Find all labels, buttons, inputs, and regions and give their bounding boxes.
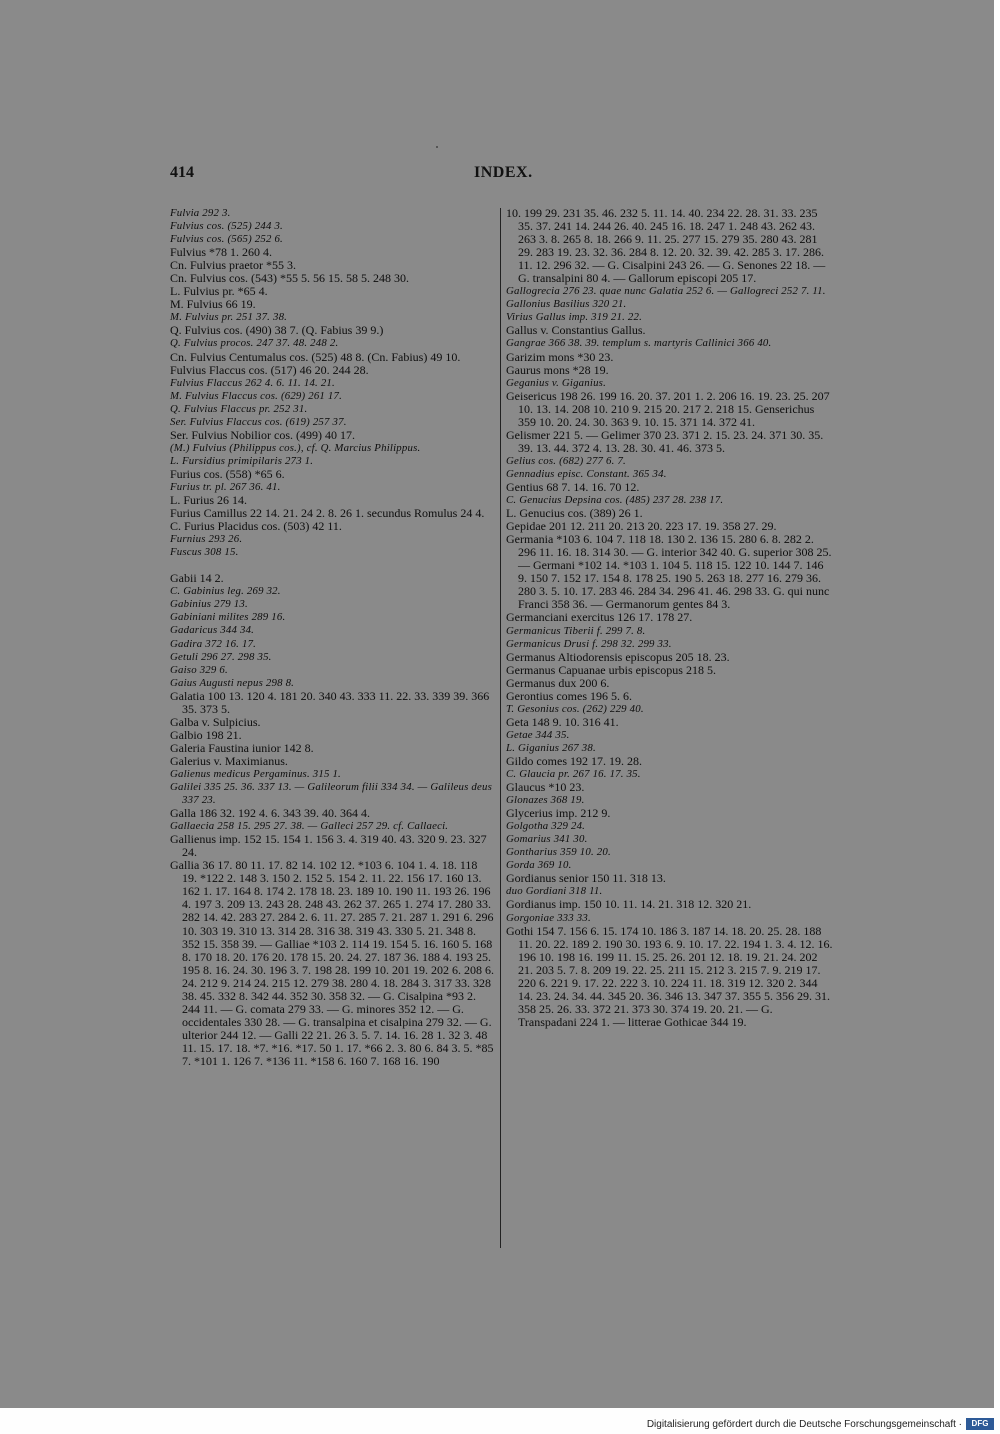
index-entry: (M.) Fulvius (Philippus cos.), cf. Q. Marcius Philippus. <box>170 441 421 454</box>
index-entry: Gentius 68 7. 14. 16. 70 12. <box>506 479 640 494</box>
index-entry: L. Fulvius pr. *65 4. <box>170 284 268 299</box>
index-entry: C. Gabinius leg. 269 32. <box>170 585 281 598</box>
index-entry: M. Fulvius Flaccus cos. (629) 261 17. <box>170 389 343 402</box>
index-entry: Gaurus mons *28 19. <box>506 362 609 377</box>
index-entry: L. Giganius 267 38. <box>506 741 596 754</box>
index-entry: Germanicus Tiberii f. 299 7. 8. <box>506 624 646 637</box>
index-entry: Geta 148 9. 10. 316 41. <box>506 714 619 729</box>
index-entry: Gabii 14 2. <box>170 571 224 586</box>
index-entry: Gallogrecia 276 23. quae nunc Galatia 252 6. — Gallogreci 252 7. 11. <box>506 285 826 298</box>
index-entry: Gontharius 359 10. 20. <box>506 846 611 859</box>
index-entry: Virius Gallus imp. 319 21. 22. <box>506 311 642 324</box>
index-entry: Gorgoniae 333 33. <box>506 911 591 924</box>
footer-bar <box>0 1408 1000 1434</box>
index-entry: M. Fulvius 66 19. <box>170 297 256 312</box>
index-entry: Golgotha 329 24. <box>506 820 586 833</box>
index-entry: Furnius 293 26. <box>170 533 243 546</box>
index-entry: Gabinius 279 13. <box>170 598 248 611</box>
index-entry: Galatia 100 13. 120 4. 181 20. 340 43. 333 11. 22. 33. 339 39. 366 35. 373 5. <box>170 688 490 716</box>
index-entry: Fulvius cos. (525) 244 3. <box>170 220 283 233</box>
index-entry: Ser. Fulvius Nobilior cos. (499) 40 17. <box>170 427 355 442</box>
index-entry: duo Gordiani 318 11. <box>506 885 603 898</box>
index-entry: T. Gesonius cos. (262) 229 40. <box>506 702 644 715</box>
index-entry: Gomarius 341 30. <box>506 833 588 846</box>
index-entry: C. Furius Placidus cos. (503) 42 11. <box>170 519 342 534</box>
index-entry: Fulvia 292 3. <box>170 207 231 219</box>
index-entry: Gelismer 221 5. — Gelimer 370 23. 371 2. 15. 23. 24. 371 30. 35. 39. 13. 44. 372 4. 13. 28. 30. 41. 46. 373 5. <box>506 427 824 455</box>
index-entry: Gordianus senior 150 11. 318 13. <box>506 871 666 886</box>
index-entry: Germanciani exercitus 126 17. 178 27. <box>506 610 693 625</box>
index-entry: Galba v. Sulpicius. <box>170 714 261 729</box>
index-entry: Cn. Fulvius Centumalus cos. (525) 48 8. (Cn. Fabius) 49 10. <box>170 349 461 364</box>
index-entry: Furius cos. (558) *65 6. <box>170 466 285 481</box>
index-entry: Q. Fulvius cos. (490) 38 7. (Q. Fabius 39 9.) <box>170 323 384 338</box>
dfg-logo: DFG <box>966 1418 994 1430</box>
index-entry: Gaiso 329 6. <box>170 663 228 676</box>
index-entry: Gallaecia 258 15. 295 27. 38. — Galleci 257 29. cf. Callaeci. <box>170 820 449 833</box>
index-entry: Gothi 154 7. 156 6. 15. 174 10. 186 3. 187 14. 18. 20. 25. 28. 188 11. 20. 22. 189 2. 190 30. 193 6. 9. 10. 17. 22. 194 1. 3. 4. 12. 16. 196 10. 198 16. 199 11. 15. 25. 26. 201 12. 18. 19. 21. 24. 202 21. 203 5. 7. 8. 209 19. 22. 25. 211 15. 212 3. 215 7. 9. 219 17. 220 6. 221 9. 17. 22. 222 3. 10. 224 11. 18. 319 12. 320 2. 344 14. 23. 24. 34. 44. 345 20. 36. 346 13. 347 37. 355 5. 356 29. 31. 358 25. 26. 33. 372 21. 373 30. 374 19. 20. 21. — G. Transpadani 224 1. — litterae Gothicae 344 19. <box>506 923 833 1029</box>
index-column-right <box>506 207 833 1029</box>
index-entry: Gallia 36 17. 80 11. 17. 82 14. 102 12. *103 6. 104 1. 4. 18. 118 19. *122 2. 148 3. 150 2. 152 5. 154 2. 11. 22. 156 17. 160 13. 162 1. 17. 164 8. 174 2. 178 18. 23. 189 10. 190 11. 193 26. 196 4. 197 3. 209 13. 243 28. 248 43. 262 37. 265 1. 274 17. 280 33. 282 14. 42. 283 27. 284 2. 6. 11. 27. 285 7. 21. 287 1. 291 6. 296 10. 303 19. 310 13. 314 28. 316 38. 319 43. 330 5. 21. 348 8. 352 15. 358 39. — Galliae *103 2. 114 19. 154 5. 16. 160 5. 168 8. 170 18. 20. 176 20. 178 15. 20. 24. 27. 187 36. 188 4. 193 25. 195 8. 16. 24. 30. 196 3. 7. 198 28. 199 10. 201 19. 202 6. 208 6. 24. 212 9. 214 24. 215 12. 279 38. 280 4. 18. 284 3. 317 33. 328 38. 45. 332 8. 342 44. 352 30. 358 32. — G. Cisalpina *93 2. 244 11. — G. comata 279 33. — G. minores 352 12. — G. occidentales 330 28. — G. transalpina et cisalpina 279 32. — G. ulterior 244 12. — Galli 22 21. 26 3. 5. 7. 14. 16. 28 1. 32 3. 48 11. 15. 17. 18. *7. *16. *17. 50 1. 17. *66 2. 3. 80 6. 84 3. 5. *85 7. *101 1. 126 7. *136 11. *158 6. 160 7. 168 16. 190 <box>170 858 494 1068</box>
index-entry: Gallus v. Constantius Gallus. <box>506 323 646 338</box>
index-entry: Gallonius Basilius 320 21. <box>506 298 627 311</box>
index-entry: Germanus Capuanae urbis episcopus 218 5. <box>506 662 716 677</box>
index-entry: Fulvius *78 1. 260 4. <box>170 245 273 260</box>
index-entry: Fulvius Flaccus 262 4. 6. 11. 14. 21. <box>170 376 335 389</box>
index-entry: Galbio 198 21. <box>170 727 242 742</box>
index-entry: Gorda 369 10. <box>506 859 572 872</box>
index-entry: Germanus Altiodorensis episcopus 205 18. 23. <box>506 649 730 664</box>
index-entry: Glycerius imp. 212 9. <box>506 806 611 821</box>
index-entry: Gangrae 366 38. 39. templum s. martyris Callinici 366 40. <box>506 337 772 350</box>
index-entry: Gelius cos. (682) 277 6. 7. <box>506 454 626 467</box>
index-entry: Germania *103 6. 104 7. 118 18. 130 2. 136 15. 280 6. 8. 282 2. 296 11. 16. 18. 314 30. — G. interior 342 40. G. superior 308 25. — Germani *102 14. *103 1. 104 5. 118 15. 122 10. 144 7. 146 9. 150 7. 152 17. 154 8. 178 25. 190 5. 263 18. 277 16. 279 36. 280 3. 5. 10. 17. 283 46. 284 34. 296 41. 46. 298 33. G. qui nunc Franci 358 36. — Germanorum gentes 84 3. <box>506 532 832 612</box>
index-entry: L. Fursidius primipilaris 273 1. <box>170 454 314 467</box>
index-entry: Geisericus 198 26. 199 16. 20. 37. 201 1. 2. 206 16. 19. 23. 25. 207 10. 13. 14. 208 10. 210 9. 215 20. 217 2. 218 15. Genserichus 359 10. 20. 24. 30. 363 9. 10. 15. 371 14. 372 41. <box>506 388 830 429</box>
index-entry: C. Genucius Depsina cos. (485) 237 28. 238 17. <box>506 494 724 507</box>
index-entry: Q. Fulvius procos. 247 37. 48. 248 2. <box>170 337 339 350</box>
index-entry: Gabiniani milites 289 16. <box>170 611 286 624</box>
index-entry: Garizim mons *30 23. <box>506 349 614 364</box>
index-entry: Gallienus imp. 152 15. 154 1. 156 3. 4. 319 40. 43. 320 9. 23. 327 24. <box>170 832 487 860</box>
column-divider <box>500 208 501 1248</box>
index-entry: Gennadius episc. Constant. 365 34. <box>506 467 667 480</box>
index-column-left <box>170 207 495 1068</box>
index-entry: Gildo comes 192 17. 19. 28. <box>506 753 642 768</box>
page-title: INDEX. <box>474 164 533 181</box>
index-entry: Gadaricus 344 34. <box>170 624 255 637</box>
index-entry: Fulvius Flaccus cos. (517) 46 20. 244 28. <box>170 362 369 377</box>
index-entry: Galla 186 32. 192 4. 6. 343 39. 40. 364 4. <box>170 806 370 821</box>
index-entry: M. Fulvius pr. 251 37. 38. <box>170 311 288 324</box>
index-entry: Glaucus *10 23. <box>506 780 585 795</box>
index-entry: C. Glaucia pr. 267 16. 17. 35. <box>506 768 641 781</box>
index-entry: Geganius v. Giganius. <box>506 376 606 389</box>
index-entry: Gerontius comes 196 5. 6. <box>506 688 632 703</box>
index-entry: Getae 344 35. <box>506 728 570 741</box>
index-entry: Galerius v. Maximianus. <box>170 753 288 768</box>
index-entry: Germanicus Drusi f. 298 32. 299 33. <box>506 637 672 650</box>
index-entry: Cn. Fulvius cos. (543) *55 5. 56 15. 58 5. 248 30. <box>170 271 410 286</box>
index-entry: Glonazes 368 19. <box>506 794 585 807</box>
index-entry: Furius Camillus 22 14. 21. 24 2. 8. 26 1. secundus Romulus 24 4. <box>170 506 485 521</box>
index-entry: Galeria Faustina iunior 142 8. <box>170 740 314 755</box>
index-entry: Gordianus imp. 150 10. 11. 14. 21. 318 12. 320 21. <box>506 897 752 912</box>
page-number: 414 <box>170 164 194 181</box>
index-entry: 10. 199 29. 231 35. 46. 232 5. 11. 14. 40. 234 22. 28. 31. 33. 235 35. 37. 241 14. 244 26. 40. 245 16. 18. 247 1. 248 43. 262 43. 263 3. 8. 265 8. 18. 266 9. 11. 25. 277 15. 279 35. 280 43. 281 29. 283 19. 23. 32. 36. 284 8. 12. 20. 32. 39. 42. 285 3. 17. 286. 11. 12. 296 32. — G. Cisalpini 243 26. — G. Senones 22 18. — G. transalpini 80 4. — Gallorum episcopi 205 17. <box>506 206 826 286</box>
index-entry: Gepidae 201 12. 211 20. 213 20. 223 17. 19. 358 27. 29. <box>506 519 777 534</box>
index-entry: Fuscus 308 15. <box>170 546 239 559</box>
index-entry: Ser. Fulvius Flaccus cos. (619) 257 37. <box>170 415 347 428</box>
index-entry: Cn. Fulvius praetor *55 3. <box>170 258 296 273</box>
index-entry: Furius tr. pl. 267 36. 41. <box>170 480 281 493</box>
index-entry: L. Furius 26 14. <box>170 493 248 508</box>
scan-speck <box>436 146 438 148</box>
index-entry: Getuli 296 27. 298 35. <box>170 650 272 663</box>
index-entry: Q. Fulvius Flaccus pr. 252 31. <box>170 402 308 415</box>
funding-credit: Digitalisierung gefördert durch die Deutsche Forschungsgemeinschaft · <box>646 1419 962 1430</box>
index-entry: L. Genucius cos. (389) 26 1. <box>506 506 643 521</box>
index-entry: Gadira 372 16. 17. <box>170 637 257 650</box>
index-entry: Germanus dux 200 6. <box>506 675 610 690</box>
index-entry: Galilei 335 25. 36. 337 13. — Galileorum filii 334 34. — Galileus deus 337 23. <box>170 781 493 807</box>
index-entry: Gaius Augusti nepus 298 8. <box>170 676 295 689</box>
index-entry: Fulvius cos. (565) 252 6. <box>170 233 283 246</box>
index-entry: Galienus medicus Pergaminus. 315 1. <box>170 767 341 780</box>
